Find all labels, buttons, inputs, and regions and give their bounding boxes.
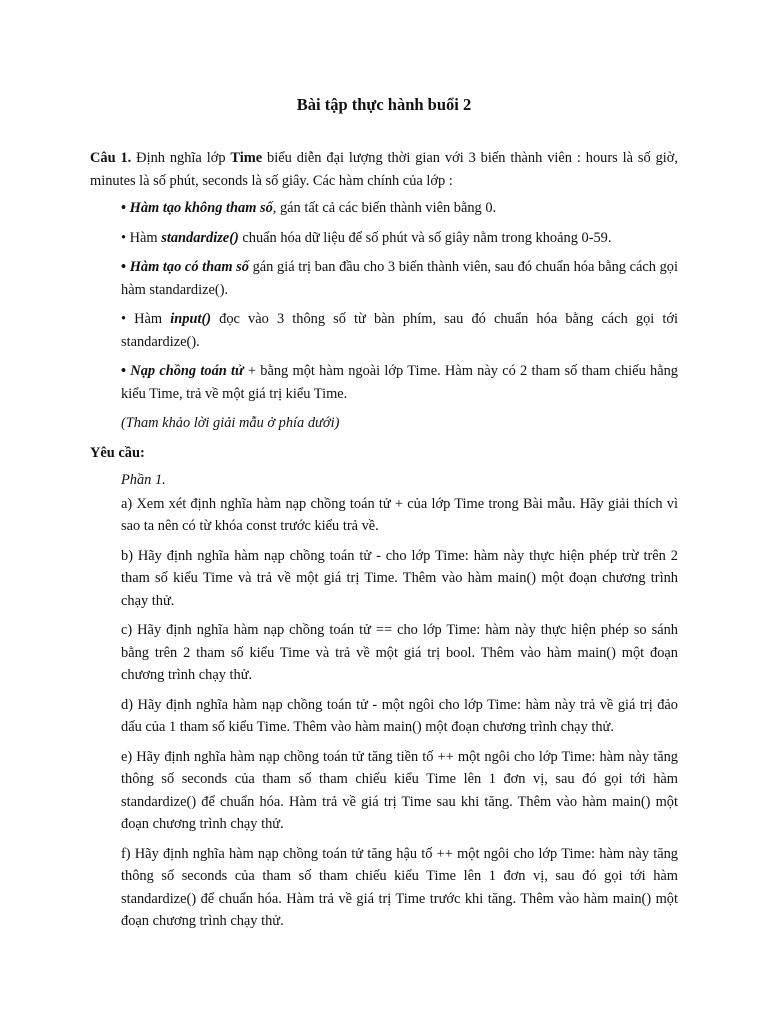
bullet-prefix: • Hàm [121, 311, 171, 327]
part-1-title: Phần 1. [121, 472, 166, 488]
task-e: e) Hãy định nghĩa hàm nạp chồng toán tử tăng tiền tố ++ một ngôi cho lớp Time: hàm này tăng thông số seconds của tham số tham chiếu kiểu Time lên 1 đơn vị, sau đó gọi tới hàm standardize() để chuẩn hóa. Hàm trả về giá trị Time sau khi tăng. Thêm vào hàm main() một đoạn chương trình chạy thử. [121, 748, 678, 832]
task-f: f) Hãy định nghĩa hàm nạp chồng toán tử tăng hậu tố ++ một ngôi cho lớp Time: hàm này tăng thông số seconds của tham số tham chiếu kiểu Time lên 1 đơn vị, sau đó gọi tới hàm standardize() để chuẩn hóa. Hàm trả về giá trị Time trước khi tăng. Thêm vào hàm main() một đoạn chương trình chạy thử. [121, 845, 678, 929]
bullet-param-constructor [121, 256, 678, 301]
question-1 [90, 147, 678, 192]
page-title: Bài tập thực hành buổi 2 [296, 95, 472, 114]
requirements-list [121, 469, 678, 933]
bullet-marker: • [121, 259, 130, 275]
question-1-text-a: Định nghĩa lớp [131, 150, 231, 166]
bullet-text: gán giá trị ban đầu cho 3 biến thành viên, sau đó chuẩn hóa bằng cách gọi hàm standardize(). [121, 259, 678, 298]
bullet-emphasis: Nạp chồng toán tử [130, 363, 244, 379]
bullet-prefix: • Hàm [121, 229, 162, 246]
task-c: c) Hãy định nghĩa hàm nạp chồng toán tử == cho lớp Time: hàm này thực hiện phép so sánh bằng trên 2 tham số kiểu Time và trả về một giá trị bool. Thêm vào hàm main() một đoạn chương trình chạy thử. [121, 622, 678, 683]
bullet-text: chuẩn hóa dữ liệu để số phút và số giây nằm trong khoảng 0-59. [238, 229, 612, 246]
bullet-input [121, 308, 678, 353]
document-body [90, 147, 678, 940]
task-a: a) Xem xét định nghĩa hàm nạp chồng toán tử + của lớp Time trong Bài mẫu. Hãy giải thích vì sao ta nên có từ khóa const trước kiểu trả về. [121, 495, 678, 534]
task-d: d) Hãy định nghĩa hàm nạp chồng toán tử - một ngôi cho lớp Time: hàm này trả về giá trị đảo dấu của 1 tham số kiểu Time. Thêm vào hàm main() một đoạn chương trình chạy thử. [121, 696, 678, 735]
function-list [121, 197, 678, 435]
bullet-emphasis: input() [170, 311, 212, 327]
task-b: b) Hãy định nghĩa hàm nạp chồng toán tử - cho lớp Time: hàm này thực hiện phép trừ trên 2 tham số kiểu Time và trả về một giá trị Time. Thêm vào hàm main() một đoạn chương trình chạy thử. [121, 547, 678, 609]
bullet-emphasis: Hàm tạo không tham số [129, 200, 273, 216]
bullet-default-constructor [121, 197, 678, 220]
requirements-heading: Yêu cầu: [90, 444, 145, 461]
bullet-emphasis: standardize() [161, 229, 239, 246]
bullet-operator-plus [121, 360, 678, 405]
bullet-marker: • [121, 200, 130, 216]
bullet-emphasis: Hàm tạo có tham số [129, 259, 249, 275]
bullet-text: đọc vào 3 thông số từ bàn phím, sau đó chuẩn hóa bằng cách gọi tới standardize(). [121, 311, 678, 350]
bullet-standardize [121, 227, 678, 250]
reference-note: (Tham khảo lời giải mẫu ở phía dưới) [121, 415, 340, 431]
question-1-label: Câu 1. [90, 150, 132, 166]
class-name: Time [230, 150, 263, 166]
bullet-marker: • [121, 363, 131, 379]
question-1-text-b: biểu diễn đại lượng thời gian với 3 biến thành viên : hours là số giờ, minutes là số phút, seconds là số giây. Các hàm chính của lớp : [90, 150, 679, 189]
bullet-text: , gán tất cả các biến thành viên bằng 0. [272, 200, 497, 216]
bullet-text: + bằng một hàm ngoài lớp Time. Hàm này có 2 tham số tham chiếu hằng kiểu Time, trả về một giá trị kiểu Time. [121, 363, 678, 402]
